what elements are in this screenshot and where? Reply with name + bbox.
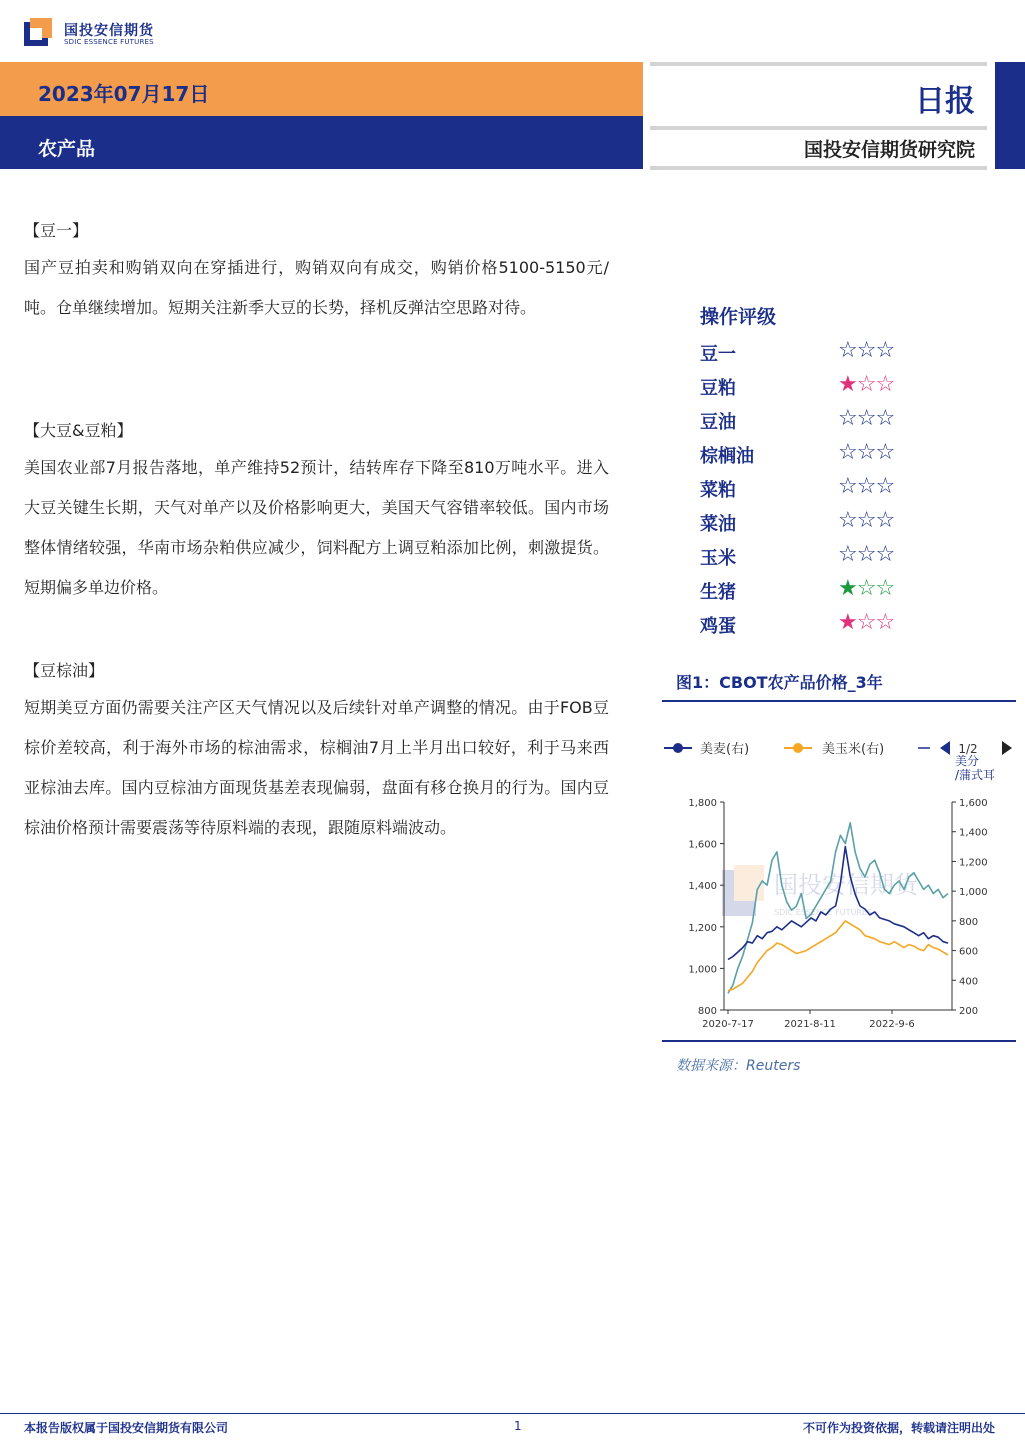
rating-stars [838,338,894,363]
star-icon: ☆ [856,610,876,635]
rating-row [700,608,960,642]
rating-row [700,336,960,370]
star-icon: ☆ [838,406,857,431]
series-line-0 [728,847,948,960]
logo-name-en: SDIC ESSENCE FUTURES [64,38,154,46]
section-text-oils: 短期美豆方面仍需要关注产区天气情况以及后续针对单产调整的情况。由于FOB豆棕价差较高，利于海外市场的棕油需求，棕榈油7月上半月出口较好，利于马来西亚棕油去库。国内豆棕油方面现货基差表现偏弱，盘面有移仓换月的行为。国内豆棕油价格预计需要震荡等待原料端的表现，跟随原料端波动。 [24,698,609,837]
rating-title: 操作评级 [700,306,777,328]
y-right-tick-label: 1,000 [959,887,988,899]
y-right-tick-label: 200 [959,1006,979,1017]
rating-item-name: 棕榈油 [700,446,754,467]
legend-label-corn: 美玉米(右) [822,742,885,757]
legend-marker-wheat [673,743,683,753]
cbot-price-chart [662,705,1016,1040]
rating-stars [838,406,894,431]
star-icon: ☆ [875,338,895,363]
y-right-tick-label: 1,600 [959,798,988,809]
rating-item-name: 生猪 [700,582,736,603]
series-line-1 [728,921,948,991]
star-icon: ☆ [875,406,895,431]
rating-stars [838,610,894,635]
y-right-tick-label: 1,200 [959,857,988,869]
rating-stars [838,474,894,499]
institute-name: 国投安信期货研究院 [803,139,975,161]
rating-stars [838,372,894,397]
star-icon: ☆ [856,338,876,363]
page-number: 1 [514,1419,522,1433]
star-icon: ☆ [838,474,857,499]
rating-item-name: 鸡蛋 [700,616,736,637]
footer-disclaimer: 不可作为投资依据，转载请注明出处 [802,1421,995,1435]
section-title-soybean1: 【豆一】 [24,221,89,240]
report-type: 日报 [915,84,975,119]
rating-stars [838,508,894,533]
rating-stars [838,576,894,601]
rating-stars [838,440,894,465]
legend-marker-corn [793,743,803,753]
star-icon: ★ [838,372,857,397]
rating-item-name: 豆一 [700,344,736,365]
star-icon: ☆ [875,440,895,465]
header-category-bar [0,116,643,169]
star-icon: ☆ [856,474,876,499]
star-icon: ☆ [856,542,876,567]
star-icon: ☆ [838,338,857,363]
y-left-tick-label: 1,800 [688,798,717,809]
rating-item-name: 菜粕 [700,480,736,501]
rating-stars [838,542,894,567]
report-category: 农产品 [38,138,96,160]
star-icon: ☆ [856,576,876,601]
rating-row [700,540,960,574]
y-left-tick-label: 1,200 [688,922,717,934]
rating-row [700,370,960,404]
star-icon: ☆ [838,542,857,567]
star-icon: ☆ [875,610,895,635]
x-tick-label: 2020-7-17 [702,1019,754,1030]
y-right-tick-label: 1,400 [959,827,988,839]
legend-page: 1/2 [958,742,978,756]
figure-rule-top [662,700,1016,702]
star-icon: ☆ [856,372,876,397]
legend-label-wheat: 美麦(右) [700,742,750,757]
x-tick-label: 2022-9-6 [869,1019,915,1030]
header-side-block [995,62,1025,169]
rating-item-name: 玉米 [700,548,736,569]
figure-source: 数据来源：Reuters [676,1058,801,1074]
legend-prev-icon[interactable] [940,741,950,755]
rating-row [700,438,960,472]
section-text-soybean-meal: 美国农业部7月报告落地，单产维持52预计，结转库存下降至810万吨水平。进入大豆关键生长期，天气对单产以及价格影响更大，美国天气容错率较低。国内市场整体情绪较强，华南市场杂粕供应减少，饲料配方上调豆粕添加比例，刺激提货。短期偏多单边价格。 [24,458,609,597]
y-left-tick-label: 1,400 [688,881,717,893]
y-right-tick-label: 600 [959,946,979,958]
figure-title: 图1：CBOT农产品价格_3年 [676,673,883,692]
star-icon: ☆ [875,372,895,397]
y-left-tick-label: 1,000 [688,964,717,976]
rating-item-name: 菜油 [700,514,736,535]
header-rule-top [650,62,987,66]
star-icon: ☆ [875,474,895,499]
logo-name-cn: 国投安信期货 [64,23,154,39]
star-icon: ☆ [875,508,895,533]
y-left-tick-label: 800 [697,1006,717,1017]
legend-next-icon[interactable] [1002,741,1012,755]
header-rule-middle [650,126,987,130]
star-icon: ☆ [856,440,876,465]
star-icon: ☆ [875,542,895,567]
star-icon: ☆ [856,508,876,533]
rating-row [700,506,960,540]
section-title-soybean-meal: 【大豆&豆粕】 [24,421,133,440]
y-right-tick-label: 400 [959,976,979,988]
logo-mark-icon [24,18,54,48]
rating-row [700,574,960,608]
star-icon: ☆ [838,508,857,533]
star-icon: ★ [838,610,857,635]
rating-item-name: 豆粕 [700,378,736,399]
rating-row [700,404,960,438]
x-tick-label: 2021-8-11 [784,1019,836,1030]
star-icon: ☆ [838,440,857,465]
y-left-tick-label: 1,600 [688,839,717,851]
footer-copyright: 本报告版权属于国投安信期货有限公司 [24,1421,229,1435]
unit-label-2: /蒲式耳 [955,768,996,782]
figure-rule-bottom [662,1040,1016,1042]
company-logo [24,16,174,52]
rating-row [700,472,960,506]
header-rule-bottom [650,166,987,170]
footer-rule [0,1413,1025,1414]
report-date: 2023年07月17日 [38,82,210,106]
watermark-text-cn: 国投安信期货 [774,871,918,899]
star-icon: ☆ [856,406,876,431]
star-icon: ★ [838,576,857,601]
rating-item-name: 豆油 [700,412,736,433]
watermark-text-en: SDIC ESSENCE FUTURES [774,908,873,917]
star-icon: ☆ [875,576,895,601]
unit-label-1: 美分 [955,754,980,768]
chart-legend [664,741,1012,782]
section-text-soybean1: 国产豆拍卖和购销双向在穿插进行，购销双向有成交，购销价格5100-5150元/吨。仓单继续增加。短期关注新季大豆的长势，择机反弹沽空思路对待。 [24,258,609,317]
section-title-oils: 【豆棕油】 [24,661,105,680]
y-right-tick-label: 800 [959,916,979,928]
